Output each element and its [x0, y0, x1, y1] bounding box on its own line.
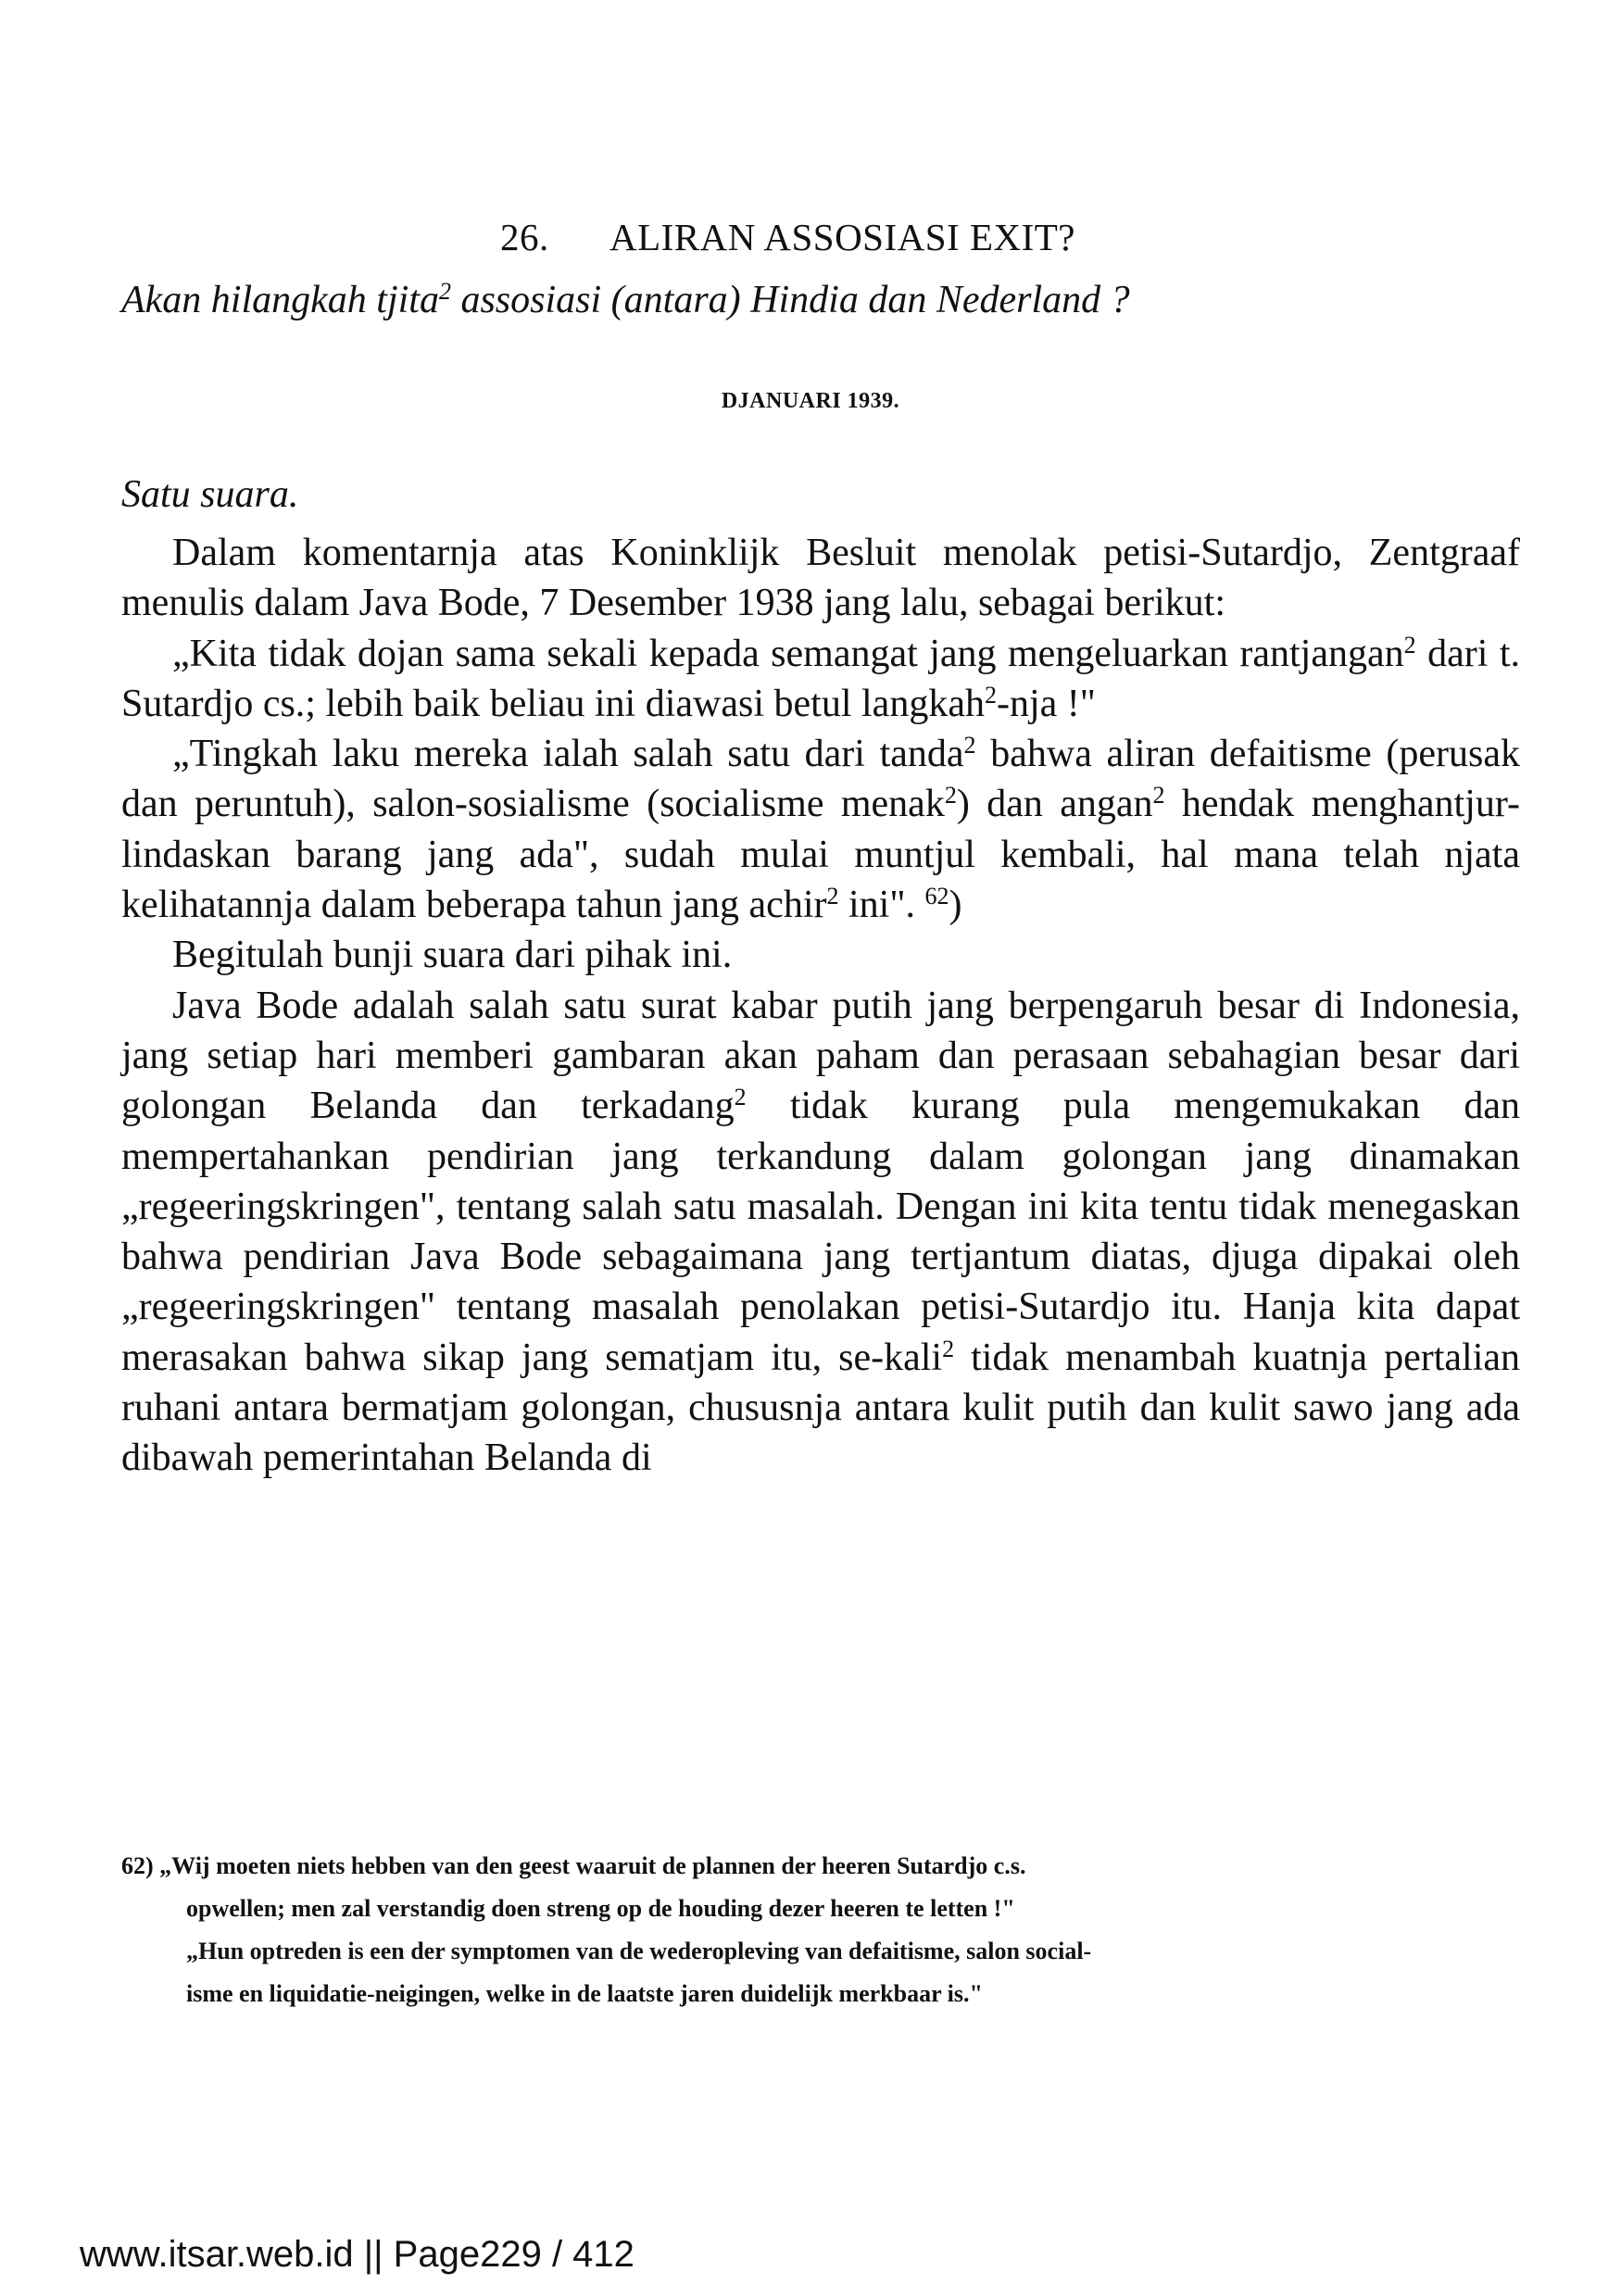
page-footer: www.itsar.web.id || Page229 / 412 — [80, 2234, 635, 2275]
text-run: bahwa aliran defaitisme (perusak dan peruntuh), salon-sosialisme (socialisme menak — [121, 733, 1520, 826]
text-run: hendak menghantjur-lindaskan barang jang ada", sudah mulai muntjul kembali, hal mana telah njata kelihatannja dalam beberapa tahun jang achir — [121, 783, 1520, 927]
subtitle-text: Akan hilangkah tjita — [121, 279, 439, 321]
text-run: ) — [949, 884, 962, 927]
superscript: 2 — [984, 681, 997, 709]
body-text — [121, 528, 1520, 1484]
superscript: 2 — [826, 883, 839, 910]
text-run: Java Bode adalah salah satu surat kabar putih jang berpengaruh besar di Indonesia, jang setiap hari memberi gambaran akan paham dan perasaan sebahagian besar dari golongan Belanda dan terkadang — [121, 984, 1520, 1128]
superscript: 2 — [944, 782, 957, 809]
text-run: dari t. Sutardjo cs.; lebih baik beliau ini diawasi betul langkah — [121, 632, 1520, 725]
text-run: „Tingkah laku mereka ialah salah satu dari tanda — [172, 733, 964, 776]
footnote-line: opwellen; men zal verstandig doen streng op de houding dezer heeren te letten !" — [186, 1895, 1015, 1922]
paragraph — [121, 729, 1520, 930]
subtitle-text: assosiasi (antara) Hindia dan Nederland ? — [450, 279, 1130, 321]
paragraph — [121, 981, 1520, 1484]
superscript: 2 — [963, 732, 976, 759]
chapter-subtitle — [121, 278, 1130, 322]
section-title: Satu suara. — [121, 473, 299, 516]
text-run: tidak menambah kuatnja pertalian ruhani antara bermatjam golongan, chususnja antara kulit putih dan kulit sawo jang ada dibawah pemerintahan Belanda di — [121, 1336, 1521, 1480]
text-run: „Kita tidak dojan sama sekali kepada semangat jang mengeluarkan rantjangan — [172, 632, 1404, 675]
footnote-line: „Hun optreden is een der symptomen van de wederopleving van defaitisme, salon social- — [186, 1938, 1092, 1964]
date-line: DJANUARI 1939. — [721, 389, 900, 413]
superscript: 2 — [942, 1335, 955, 1362]
chapter-heading — [500, 215, 1075, 259]
paragraph — [121, 629, 1520, 730]
text-run: ) dan angan — [956, 783, 1153, 826]
chapter-number: 26. — [500, 216, 549, 258]
text-run: -nja !" — [996, 682, 1096, 725]
footnote-ref: 62 — [924, 883, 949, 910]
footnote-line: 62) „Wij moeten niets hebben van den geest waaruit de plannen der heeren Sutardjo c.s. — [121, 1852, 1026, 1879]
text-run: tidak kurang pula mengemukakan dan mempertahankan pendirian jang terkandung dalam golongan jang dinamakan „regeeringskringen", tentang salah satu masalah. Dengan ini kita tentu tidak menegaskan bahwa pendirian Java Bode sebagaimana jang tertjantum diatas, djuga dipakai oleh „regeeringskringen" tentang masalah penolakan petisi-Sutardjo itu. Hanja kita dapat merasakan bahwa sikap jang sematjam itu, se-kali — [121, 1085, 1521, 1379]
text-run: ini". — [838, 884, 925, 927]
footnote-block — [121, 1845, 1353, 2015]
superscript: 2 — [734, 1084, 747, 1111]
superscript: 2 — [438, 278, 451, 305]
footnote-line: isme en liquidatie-neigingen, welke in de laatste jaren duidelijk merkbaar is." — [186, 1980, 983, 2007]
superscript: 2 — [1403, 631, 1416, 659]
chapter-title: ALIRAN ASSOSIASI EXIT? — [609, 216, 1075, 258]
paragraph: Begitulah bunji suara dari pihak ini. — [172, 934, 733, 977]
paragraph: Dalam komentarnja atas Koninklijk Besluit menolak petisi-Sutardjo, Zentgraaf menulis dalam Java Bode, 7 Desember 1938 jang lalu, sebagai berikut: — [121, 532, 1520, 625]
superscript: 2 — [1152, 782, 1165, 809]
